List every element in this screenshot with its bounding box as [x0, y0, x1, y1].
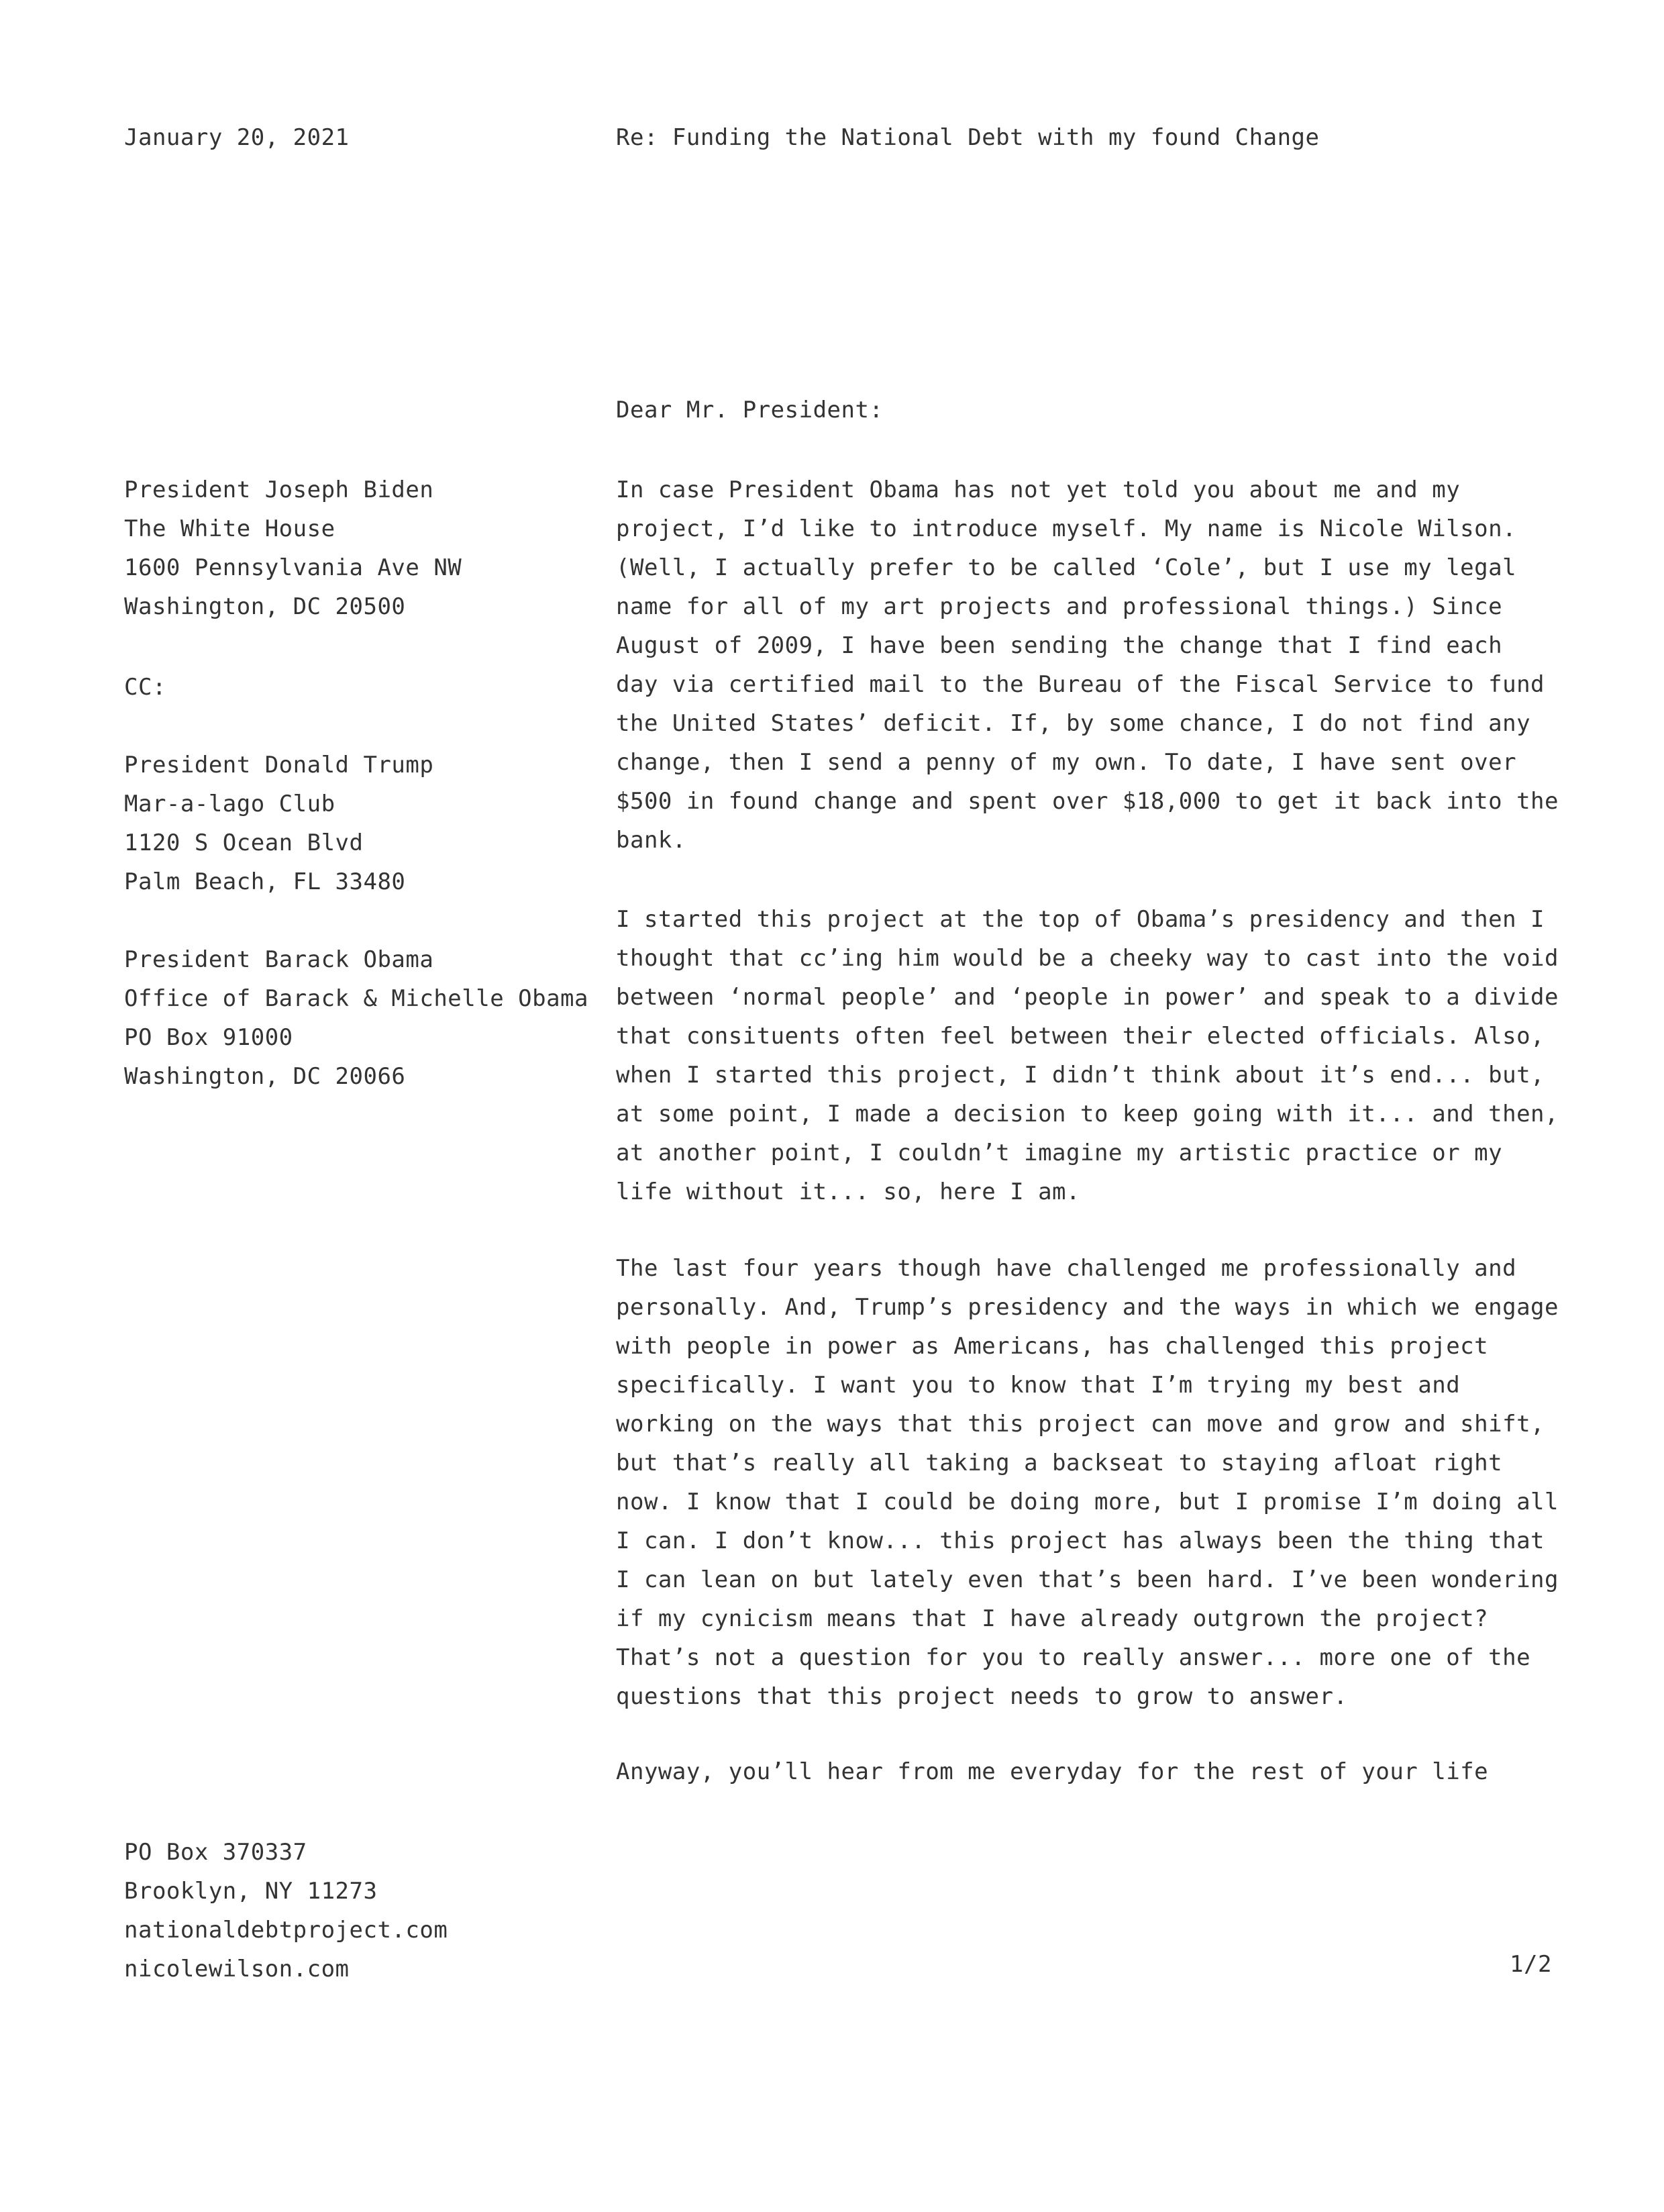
cc-label: CC: [124, 674, 166, 701]
body-line: specifically. I want you to know that I’m trying my best and [616, 1372, 1461, 1399]
body-line: thought that cc’ing him would be a cheeky way to cast into the void [616, 945, 1559, 972]
letter-body [616, 0, 1559, 2212]
body-line: In case President Obama has not yet told you about me and my [616, 476, 1461, 503]
body-line: at another point, I couldn’t imagine my artistic practice or my [616, 1140, 1503, 1166]
cc-address-line: Office of Barack & Michelle Obama [124, 985, 589, 1012]
body-line: questions that this project needs to grow to answer. [616, 1683, 1348, 1710]
recipient-line: Washington, DC 20500 [124, 593, 406, 620]
body-line: at some point, I made a decision to keep going with it... and then, [616, 1101, 1559, 1127]
cc-address-line: President Donald Trump [124, 752, 434, 778]
sender-address [124, 0, 594, 2212]
letter-date: January 20, 2021 [124, 124, 350, 151]
recipient-line: President Joseph Biden [124, 476, 434, 503]
letter-subject: Re: Funding the National Debt with my found Change [616, 124, 1320, 151]
recipient-line: 1600 Pennsylvania Ave NW [124, 554, 462, 581]
body-line: when I started this project, I didn’t think about it’s end... but, [616, 1062, 1545, 1089]
cc-address-line: Washington, DC 20066 [124, 1063, 406, 1090]
body-line: I started this project at the top of Obama’s presidency and then I [616, 906, 1545, 933]
body-line: I can. I don’t know... this project has always been the thing that [616, 1527, 1545, 1554]
cc-address-line: Mar-a-lago Club [124, 791, 335, 817]
body-line: life without it... so, here I am. [616, 1178, 1081, 1205]
sender-line: nationaldebtproject.com [124, 1917, 448, 1944]
cc-address-line: 1120 S Ocean Blvd [124, 830, 364, 856]
page-number: 1/2 [1510, 1951, 1552, 1978]
body-line: I can lean on but lately even that’s been hard. I’ve been wondering [616, 1566, 1559, 1593]
body-line: name for all of my art projects and professional things.) Since [616, 593, 1503, 620]
recipient-line: The White House [124, 515, 335, 542]
cc-address-line: PO Box 91000 [124, 1024, 293, 1051]
body-line: with people in power as Americans, has challenged this project [616, 1333, 1489, 1360]
body-line: August of 2009, I have been sending the change that I find each [616, 632, 1503, 659]
body-line: personally. And, Trump’s presidency and the ways in which we engage [616, 1294, 1559, 1321]
body-line: That’s not a question for you to really answer... more one of the [616, 1644, 1531, 1671]
body-line: working on the ways that this project can move and grow and shift, [616, 1411, 1545, 1438]
body-line: the United States’ deficit. If, by some chance, I do not find any [616, 710, 1531, 737]
body-line: The last four years though have challenged me professionally and [616, 1255, 1517, 1282]
body-line: $500 in found change and spent over $18,000 to get it back into the [616, 788, 1559, 815]
body-line: change, then I send a penny of my own. To date, I have sent over [616, 749, 1517, 776]
body-line: now. I know that I could be doing more, but I promise I’m doing all [616, 1489, 1559, 1515]
body-line: between ‘normal people’ and ‘people in power’ and speak to a divide [616, 984, 1559, 1011]
body-line: day via certified mail to the Bureau of the Fiscal Service to fund [616, 671, 1545, 698]
body-line: bank. [616, 827, 686, 854]
sender-line: Brooklyn, NY 11273 [124, 1878, 378, 1905]
body-line: but that’s really all taking a backseat to staying afloat right [616, 1450, 1503, 1476]
body-line: Anyway, you’ll hear from me everyday for the rest of your life [616, 1758, 1489, 1785]
body-line: that consituents often feel between their elected officials. Also, [616, 1023, 1545, 1050]
cc-address-line: President Barack Obama [124, 946, 434, 973]
salutation: Dear Mr. President: [616, 397, 884, 423]
body-line: project, I’d like to introduce myself. My name is Nicole Wilson. [616, 515, 1517, 542]
cc-address-line: Palm Beach, FL 33480 [124, 868, 406, 895]
sender-line: PO Box 370337 [124, 1839, 307, 1866]
body-line: if my cynicism means that I have already outgrown the project? [616, 1605, 1489, 1632]
body-line: (Well, I actually prefer to be called ‘Cole’, but I use my legal [616, 554, 1517, 581]
sender-line: nicolewilson.com [124, 1956, 350, 1982]
